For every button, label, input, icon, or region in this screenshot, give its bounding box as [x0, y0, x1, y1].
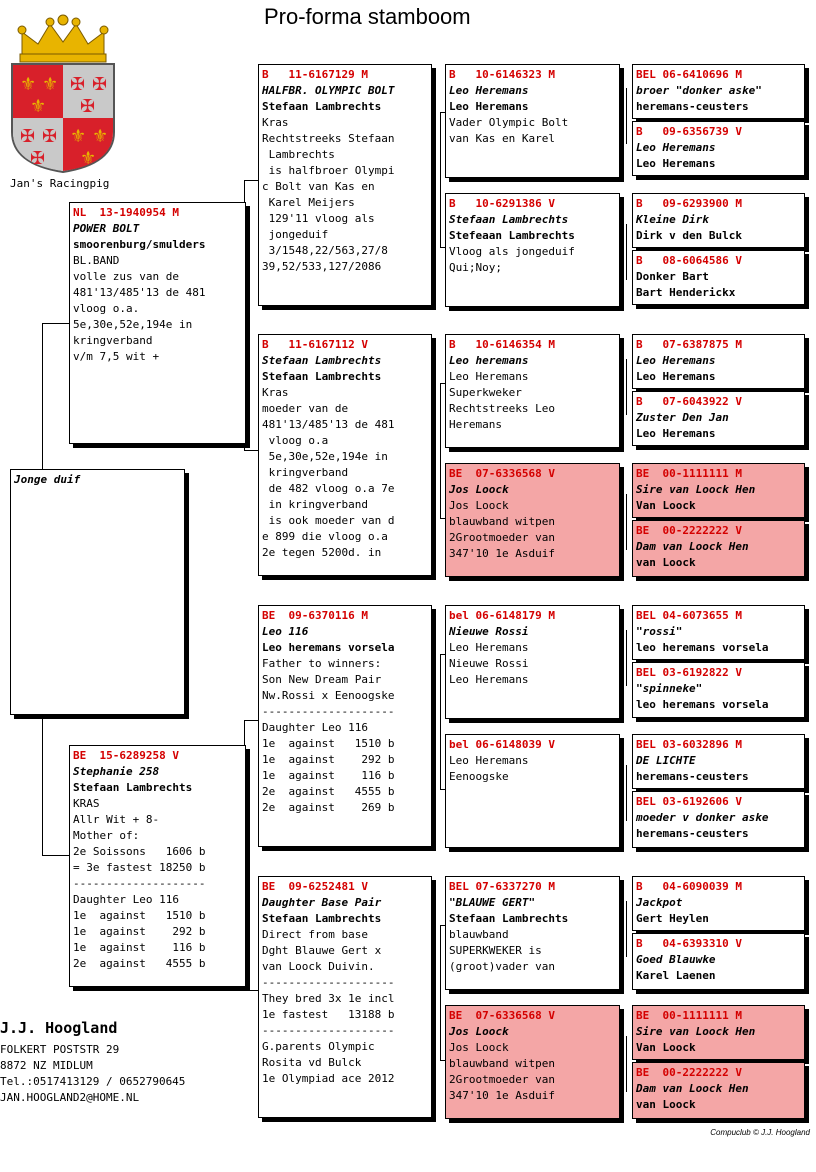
pigeon-name: Leo 116 [262, 625, 309, 638]
great-grandparent-box [632, 734, 805, 789]
pigeon-owner: Stefaan Lambrechts [262, 370, 382, 383]
connector-line [626, 901, 627, 957]
svg-text:⚜: ⚜ [30, 96, 47, 117]
pigeon-info-line: Leo Heremans [449, 673, 529, 686]
connector-line [440, 112, 441, 247]
pigeon-ring: BE 00-1111111 M [636, 467, 742, 480]
pigeon-info-line: is ook moeder van d [262, 514, 395, 527]
copyright-note: Compuclub © J.J. Hoogland [710, 1128, 810, 1137]
great-grandparent-box [632, 463, 805, 518]
pigeon-info-line: -------------------- [262, 976, 395, 989]
pigeon-name: Donker Bart [636, 270, 709, 283]
pigeon-info-line: 1e against 1510 b [262, 737, 395, 750]
connector-line [626, 224, 627, 280]
pigeon-info-line: 1e fastest 13188 b [262, 1008, 395, 1021]
pigeon-info-line: blauwband [449, 928, 509, 941]
mm-father-box [445, 876, 620, 990]
pigeon-info-line: Heremans [449, 418, 502, 431]
pigeon-info-line: 5e,30e,52e,194e in [262, 450, 388, 463]
pigeon-info-line: Dght Blauwe Gert x [262, 944, 382, 957]
pigeon-info-line: 1e against 116 b [262, 769, 395, 782]
pigeon-ring: BE 00-1111111 M [636, 1009, 742, 1022]
pigeon-info-line: Father to winners: [262, 657, 382, 670]
pigeon-info-line: Eenoogske [449, 770, 509, 783]
pigeon-name: Sire van Loock Hen [636, 483, 756, 496]
pigeon-info-line: van Kas en Karel [449, 132, 555, 145]
svg-text:✠: ✠ [20, 126, 36, 147]
page-title: Pro-forma stamboom [264, 4, 471, 29]
pigeon-owner: Stefaan Lambrechts [73, 781, 193, 794]
pigeon-info-line: e 899 die vloog o.a [262, 530, 388, 543]
pigeon-ring: bel 06-6148179 M [449, 609, 555, 622]
connector-line [42, 855, 70, 856]
pigeon-info-line: c Bolt van Kas en [262, 180, 375, 193]
main-pigeon-box [10, 469, 185, 715]
connector-line [626, 630, 627, 686]
pigeon-info-line: Mother of: [73, 829, 140, 842]
pigeon-info-line: Nw.Rossi x Eenoogske [262, 689, 395, 702]
pigeon-info-line: Daughter Leo 116 [73, 893, 179, 906]
pigeon-info-line: 3/1548,22/563,27/8 [262, 244, 388, 257]
pigeon-name: Dam van Loock Hen [636, 1082, 749, 1095]
pigeon-ring: BE 00-2222222 V [636, 524, 742, 537]
connector-line [626, 765, 627, 821]
svg-text:✠: ✠ [70, 74, 86, 95]
pigeon-info-line: 2Grootmoeder van [449, 1073, 555, 1086]
owner-address-line: FOLKERT POSTSTR 29 [0, 1043, 120, 1056]
pigeon-info-line: Vloog als jongeduif [449, 245, 575, 258]
svg-text:✠: ✠ [42, 126, 58, 147]
pigeon-info-line: van Loock Duivin. [262, 960, 375, 973]
pigeon-info-line: de 482 vloog o.a 7e [262, 482, 395, 495]
mf-mother-box [445, 734, 620, 848]
pigeon-name: Stefaan Lambrechts [449, 213, 569, 226]
owner-address-line: 8872 NZ MIDLUM [0, 1059, 93, 1072]
pigeon-ring: BEL 04-6073655 M [636, 609, 742, 622]
pigeon-info-line: KRAS [73, 797, 100, 810]
pigeon-info-line: jongeduif [262, 228, 329, 241]
pigeon-info-line: Kras [262, 116, 289, 129]
pigeon-ring: B 09-6293900 M [636, 197, 742, 210]
pigeon-info-line: -------------------- [262, 705, 395, 718]
mother-box [69, 745, 246, 987]
pigeon-owner: Leo heremans vorsela [262, 641, 395, 654]
pigeon-info-line: Kras [262, 386, 289, 399]
connector-line [440, 925, 441, 1060]
pigeon-ring: BE 07-6336568 V [449, 467, 555, 480]
pigeon-name: Jonge duif [14, 473, 81, 486]
pigeon-info-line: Rechtstreeks Stefaan [262, 132, 395, 145]
pigeon-info-line: 1e against 292 b [73, 925, 206, 938]
pigeon-ring: BEL 03-6192822 V [636, 666, 742, 679]
pigeon-owner: Jos Loock [449, 1041, 509, 1054]
connector-line [440, 654, 441, 789]
svg-text:⚜: ⚜ [80, 148, 97, 169]
great-grandparent-box [632, 1005, 805, 1060]
svg-text:⚜: ⚜ [20, 74, 37, 95]
pigeon-owner: Stefeaan Lambrechts [449, 229, 575, 242]
fm-father-box [445, 334, 620, 448]
pigeon-info-line: 2Grootmoeder van [449, 531, 555, 544]
pigeon-ring: B 09-6356739 V [636, 125, 742, 138]
svg-text:⚜: ⚜ [92, 126, 109, 147]
pigeon-ring: B 04-6393310 V [636, 937, 742, 950]
pigeon-owner: heremans-ceusters [636, 827, 749, 840]
pigeon-owner: smoorenburg/smulders [73, 238, 206, 251]
pigeon-name: "spinneke" [636, 682, 703, 695]
pigeon-owner: Stefaan Lambrechts [262, 912, 382, 925]
pigeon-name: Leo Heremans [449, 84, 529, 97]
connector-line [244, 720, 258, 721]
connector-line [626, 359, 627, 415]
fm-mother-box [445, 463, 620, 577]
pigeon-name: broer "donker aske" [636, 84, 762, 97]
great-grandparent-box [632, 334, 805, 389]
pigeon-ring: BEL 06-6410696 M [636, 68, 742, 81]
pigeon-ring: bel 06-6148039 V [449, 738, 555, 751]
pigeon-info-line: Rechtstreeks Leo [449, 402, 555, 415]
pigeon-name: HALFBR. OLYMPIC BOLT [262, 84, 395, 97]
father-father-box [258, 64, 432, 306]
pigeon-info-line: 347'10 1e Asduif [449, 547, 555, 560]
pigeon-owner: heremans-ceusters [636, 100, 749, 113]
pigeon-info-line: Karel Meijers [262, 196, 355, 209]
pigeon-name: Stefaan Lambrechts [262, 354, 382, 367]
pigeon-info-line: 2e against 269 b [262, 801, 395, 814]
pigeon-ring: BE 07-6336568 V [449, 1009, 555, 1022]
pigeon-name: Leo Heremans [636, 141, 716, 154]
pigeon-name: "rossi" [636, 625, 683, 638]
pigeon-name: Goed Blauwke [636, 953, 716, 966]
pigeon-info-line: blauwband witpen [449, 1057, 555, 1070]
pigeon-info-line: in kringverband [262, 498, 368, 511]
pigeon-owner: van Loock [636, 556, 696, 569]
pigeon-info-line: Allr Wit + 8- [73, 813, 160, 826]
pigeon-info-line: blauwband witpen [449, 515, 555, 528]
pigeon-ring: BE 09-6370116 M [262, 609, 368, 622]
pigeon-info-line: volle zus van de [73, 270, 179, 283]
pigeon-info-line: 347'10 1e Asduif [449, 1089, 555, 1102]
pigeon-info-line: -------------------- [262, 1024, 395, 1037]
pigeon-owner: Bart Henderickx [636, 286, 736, 299]
pigeon-info-line: Daughter Leo 116 [262, 721, 368, 734]
pigeon-ring: NL 13-1940954 M [73, 206, 179, 219]
great-grandparent-box [632, 933, 805, 990]
pigeon-owner: leo heremans vorsela [636, 641, 769, 654]
pigeon-info-line: v/m 7,5 wit + [73, 350, 160, 363]
pigeon-info-line: 1e against 292 b [262, 753, 395, 766]
pigeon-owner: Van Loock [636, 1041, 696, 1054]
pigeon-info-line: 481'13/485'13 de 481 [262, 418, 395, 431]
pigeon-info-line: moeder van de [262, 402, 349, 415]
pigeon-owner: Leo Heremans [449, 641, 529, 654]
connector-line [244, 180, 258, 181]
pigeon-owner: Van Loock [636, 499, 696, 512]
pigeon-info-line: They bred 3x 1e incl [262, 992, 395, 1005]
pigeon-info-line: 39,52/533,127/2086 [262, 260, 382, 273]
pigeon-ring: BEL 07-6337270 M [449, 880, 555, 893]
pigeon-name: Leo Heremans [636, 354, 716, 367]
pigeon-name: Daughter Base Pair [262, 896, 382, 909]
pigeon-info-line: Qui;Noy; [449, 261, 502, 274]
great-grandparent-box [632, 791, 805, 848]
pigeon-owner: Jos Loock [449, 499, 509, 512]
pigeon-owner: van Loock [636, 1098, 696, 1111]
pigeon-ring: BE 00-2222222 V [636, 1066, 742, 1079]
pigeon-ring: B 08-6064586 V [636, 254, 742, 267]
pigeon-info-line: 1e against 116 b [73, 941, 206, 954]
connector-line [626, 1036, 627, 1092]
mother-father-box [258, 605, 432, 847]
pigeon-info-line: Son New Dream Pair [262, 673, 382, 686]
pigeon-info-line: 2e against 4555 b [73, 957, 206, 970]
pigeon-name: moeder v donker aske [636, 811, 769, 824]
pigeon-name: Leo heremans [449, 354, 529, 367]
great-grandparent-box [632, 1062, 805, 1119]
pigeon-ring: BEL 03-6032896 M [636, 738, 742, 751]
pigeon-ring: B 10-6291386 V [449, 197, 555, 210]
pigeon-name: Jos Loock [449, 1025, 509, 1038]
great-grandparent-box [632, 250, 805, 305]
pigeon-owner: Stefaan Lambrechts [449, 912, 569, 925]
great-grandparent-box [632, 876, 805, 931]
great-grandparent-box [632, 121, 805, 176]
pigeon-ring: BE 09-6252481 V [262, 880, 368, 893]
pigeon-owner: Leo Heremans [636, 157, 716, 170]
pigeon-owner: Leo Heremans [449, 370, 529, 383]
great-grandparent-box [632, 64, 805, 119]
connector-line [626, 88, 627, 144]
pigeon-ring: BEL 03-6192606 V [636, 795, 742, 808]
pigeon-name: "BLAUWE GERT" [449, 896, 536, 909]
father-box [69, 202, 246, 444]
owner-phone: Tel.:0517413129 / 0652790645 [0, 1075, 186, 1088]
svg-text:✠: ✠ [80, 96, 96, 117]
connector-line [626, 494, 627, 550]
pigeon-name: Nieuwe Rossi [449, 625, 529, 638]
connector-line [244, 450, 258, 451]
pigeon-info-line: Direct from base [262, 928, 368, 941]
pigeon-owner: Dirk v den Bulck [636, 229, 742, 242]
pigeon-ring: B 10-6146354 M [449, 338, 555, 351]
pigeon-ring: B 07-6043922 V [636, 395, 742, 408]
pigeon-info-line: Leo Heremans [449, 754, 529, 767]
pigeon-owner: leo heremans vorsela [636, 698, 769, 711]
pigeon-name: Sire van Loock Hen [636, 1025, 756, 1038]
pigeon-ring: B 11-6167129 M [262, 68, 368, 81]
pigeon-info-line: Nieuwe Rossi [449, 657, 529, 670]
mother-mother-box [258, 876, 432, 1118]
pigeon-name: Zuster Den Jan [636, 411, 729, 424]
pigeon-info-line: vloog o.a. [73, 302, 140, 315]
pigeon-info-line: Rosita vd Bulck [262, 1056, 362, 1069]
connector-line [42, 323, 43, 469]
great-grandparent-box [632, 605, 805, 660]
pigeon-info-line: kringverband [73, 334, 153, 347]
logo-caption: Jan's Racingpig [10, 177, 110, 190]
connector-line [42, 715, 43, 855]
pigeon-name: Stephanie 258 [73, 765, 160, 778]
pigeon-name: POWER BOLT [73, 222, 140, 235]
pigeon-info-line: 129'11 vloog als [262, 212, 375, 225]
pigeon-info-line: -------------------- [73, 877, 206, 890]
pigeon-info-line: (groot)vader van [449, 960, 555, 973]
pigeon-ring: B 10-6146323 M [449, 68, 555, 81]
mf-father-box [445, 605, 620, 719]
pigeon-info-line: 1e Olympiad ace 2012 [262, 1072, 395, 1085]
pigeon-ring: BE 15-6289258 V [73, 749, 179, 762]
ff-father-box [445, 64, 620, 178]
owner-block [0, 1018, 185, 1106]
svg-text:✠: ✠ [92, 74, 108, 95]
great-grandparent-box [632, 391, 805, 446]
pigeon-ring: B 04-6090039 M [636, 880, 742, 893]
pigeon-info-line: 5e,30e,52e,194e in [73, 318, 193, 331]
great-grandparent-box [632, 520, 805, 577]
connector-line [440, 383, 441, 518]
connector-line [244, 990, 258, 991]
pigeon-info-line: is halfbroer Olympi [262, 164, 395, 177]
great-grandparent-box [632, 193, 805, 248]
pigeon-name: Jackpot [636, 896, 683, 909]
pigeon-info-line: 2e tegen 5200d. in [262, 546, 382, 559]
pigeon-owner: heremans-ceusters [636, 770, 749, 783]
pigeon-info-line: Vader Olympic Bolt [449, 116, 569, 129]
pigeon-name: Kleine Dirk [636, 213, 709, 226]
svg-text:⚜: ⚜ [70, 126, 87, 147]
pigeon-info-line: 2e against 4555 b [262, 785, 395, 798]
pigeon-ring: B 11-6167112 V [262, 338, 368, 351]
connector-line [42, 323, 70, 324]
svg-text:✠: ✠ [30, 148, 46, 169]
owner-name: J.J. Hoogland [0, 1019, 118, 1037]
pigeon-name: DE LICHTE [636, 754, 696, 767]
pigeon-info-line: 2e Soissons 1606 b [73, 845, 206, 858]
pigeon-info-line: Lambrechts [262, 148, 335, 161]
coat-of-arms-logo [8, 14, 118, 174]
pigeon-name: Jos Loock [449, 483, 509, 496]
pigeon-info-line: BL.BAND [73, 254, 120, 267]
pigeon-info-line: G.parents Olympic [262, 1040, 375, 1053]
pigeon-owner: Stefaan Lambrechts [262, 100, 382, 113]
pigeon-owner: Karel Laenen [636, 969, 716, 982]
owner-email: JAN.HOOGLAND2@HOME.NL [0, 1091, 140, 1104]
pigeon-info-line: 1e against 1510 b [73, 909, 206, 922]
pigeon-info-line: Superkweker [449, 386, 522, 399]
pigeon-info-line: vloog o.a [262, 434, 329, 447]
pigeon-owner: Leo Heremans [449, 100, 529, 113]
mm-mother-box [445, 1005, 620, 1119]
pigeon-info-line: 481'13/485'13 de 481 [73, 286, 206, 299]
pigeon-info-line: SUPERKWEKER is [449, 944, 542, 957]
father-mother-box [258, 334, 432, 576]
pigeon-ring: B 07-6387875 M [636, 338, 742, 351]
pigeon-owner: Gert Heylen [636, 912, 709, 925]
great-grandparent-box [632, 662, 805, 718]
ff-mother-box [445, 193, 620, 307]
svg-text:⚜: ⚜ [42, 74, 59, 95]
pigeon-info-line: = 3e fastest 18250 b [73, 861, 206, 874]
pigeon-name: Dam van Loock Hen [636, 540, 749, 553]
pigeon-owner: Leo Heremans [636, 427, 716, 440]
pigeon-info-line: kringverband [262, 466, 349, 479]
pigeon-owner: Leo Heremans [636, 370, 716, 383]
